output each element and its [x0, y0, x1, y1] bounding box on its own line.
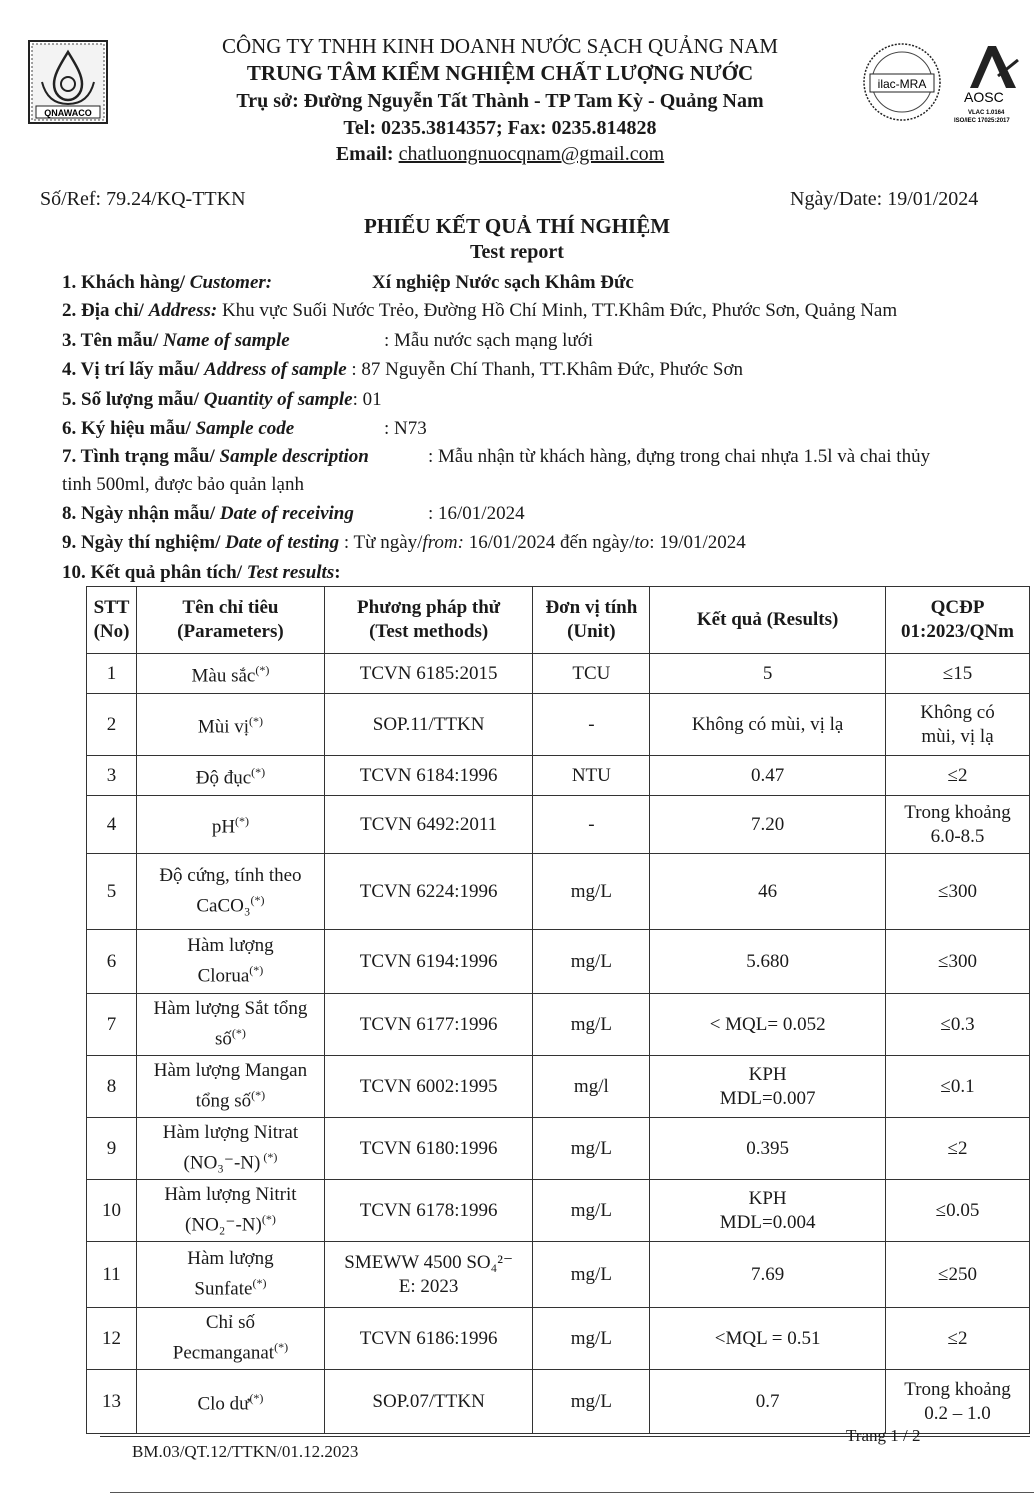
cell-result: KPH MDL=0.007 [650, 1056, 886, 1118]
cell-limit: ≤2 [886, 756, 1030, 796]
cell-unit: mg/L [533, 1308, 650, 1370]
cell-limit: Trong khoảng 0.2 – 1.0 [886, 1370, 1030, 1434]
info-customer: 1. Khách hàng/ Customer: Xí nghiệp Nước sạch Khâm Đức [62, 272, 634, 293]
table-row [87, 756, 1030, 796]
company-name: CÔNG TY TNHH KINH DOANH NƯỚC SẠCH QUẢNG NAM [221, 34, 779, 58]
receiving-date-value: : 16/01/2024 [428, 503, 525, 524]
cell-result: 5 [650, 654, 886, 694]
table-header-row [87, 587, 1030, 654]
cell-result: < MQL= 0.052 [650, 994, 886, 1056]
info-quantity: 5. Số lượng mẫu/ Quantity of sample: 01 [62, 389, 382, 410]
logo-text: QNAWACO [44, 108, 92, 118]
cell-limit: ≤0.05 [886, 1180, 1030, 1242]
cell-result: KPH MDL=0.004 [650, 1180, 886, 1242]
cell-parameter: Màu sắc(*) [137, 654, 325, 694]
cell-unit: mg/L [533, 1370, 650, 1434]
company-email-line [140, 143, 860, 166]
cell-unit: mg/L [533, 854, 650, 930]
email-label: Email: [335, 143, 399, 165]
cell-unit: mg/L [533, 994, 650, 1056]
cell-no: 10 [87, 1180, 137, 1242]
cell-method: SMEWW 4500 SO₄²⁻ E: 2023 [324, 1242, 533, 1308]
report-subtitle: Test report [470, 241, 564, 263]
cell-unit: NTU [533, 756, 650, 796]
table-row [87, 930, 1030, 994]
cell-unit: - [533, 694, 650, 756]
header-no: STT (No) [87, 587, 137, 654]
cell-no: 13 [87, 1370, 137, 1434]
cell-no: 5 [87, 854, 137, 930]
cell-limit: ≤300 [886, 930, 1030, 994]
header-result: Kết quả (Results) [650, 587, 886, 654]
header-parameter: Tên chỉ tiêu (Parameters) [137, 587, 325, 654]
cell-method: TCVN 6492:2011 [324, 796, 533, 854]
table-row [87, 1180, 1030, 1242]
cell-result: 7.20 [650, 796, 886, 854]
iso-text: ISO/IEC 17025:2017 [954, 118, 1010, 124]
customer-value: Xí nghiệp Nước sạch Khâm Đức [372, 272, 634, 293]
report-title: PHIẾU KẾT QUẢ THÍ NGHIỆM [363, 214, 671, 238]
address-value: Khu vực Suối Nước Trẻo, Đường Hồ Chí Minh, TT.Khâm Đức, Phước Sơn, Quảng Nam [217, 300, 898, 321]
cell-method: SOP.07/TTKN [324, 1370, 533, 1434]
cell-result: 5.680 [650, 930, 886, 994]
cell-limit: ≤250 [886, 1242, 1030, 1308]
cell-method: TCVN 6186:1996 [324, 1308, 533, 1370]
cell-method: TCVN 6194:1996 [324, 930, 533, 994]
table-row [87, 1370, 1030, 1434]
center-name: TRUNG TÂM KIỂM NGHIỆM CHẤT LƯỢNG NƯỚC [246, 61, 754, 85]
table-row [87, 654, 1030, 694]
table-row [87, 1118, 1030, 1180]
cell-unit: mg/L [533, 1180, 650, 1242]
cell-method: TCVN 6002:1995 [324, 1056, 533, 1118]
cell-result: 7.69 [650, 1242, 886, 1308]
cell-unit: - [533, 796, 650, 854]
cell-unit: mg/L [533, 930, 650, 994]
cell-no: 8 [87, 1056, 137, 1118]
info-sample-description: 7. Tình trạng mẫu/ Sample description : Mẫu nhận từ khách hàng, đựng trong chai nhựa 1.5l và chai thủy [62, 446, 931, 467]
sample-location-value: : 87 Nguyễn Chí Thanh, TT.Khâm Đức, Phước Sơn [346, 359, 744, 380]
cell-no: 7 [87, 994, 137, 1056]
header-method: Phương pháp thử (Test methods) [324, 587, 533, 654]
cell-unit: mg/L [533, 1118, 650, 1180]
header-standard: QCĐP 01:2023/QNm [886, 587, 1030, 654]
info-testing-date: 9. Ngày thí nghiệm/ Date of testing : Từ ngày/from: 16/01/2024 đến ngày/to: 19/01/2024 [62, 532, 746, 553]
sample-code-value: : N73 [384, 418, 427, 439]
cell-unit: TCU [533, 654, 650, 694]
vlac-text: VLAC 1.0164 [968, 110, 1005, 116]
header-unit: Đơn vị tính (Unit) [533, 587, 650, 654]
info-sample-location: 4. Vị trí lấy mẫu/ Address of sample : 87 Nguyễn Chí Thanh, TT.Khâm Đức, Phước Sơn [62, 359, 744, 380]
cell-method: TCVN 6178:1996 [324, 1180, 533, 1242]
ilac-text: ilac-MRA [877, 77, 927, 91]
cell-limit: ≤0.3 [886, 994, 1030, 1056]
cell-parameter: Hàm lượng Sunfate(*) [137, 1242, 325, 1308]
info-sample-description-cont: tinh 500ml, được bảo quản lạnh [62, 474, 304, 495]
cell-parameter: Hàm lượng Mangan tổng số(*) [137, 1056, 325, 1118]
company-phone: Tel: 0235.3814357; Fax: 0235.814828 [343, 117, 657, 139]
cell-no: 9 [87, 1118, 137, 1180]
cell-result: <MQL = 0.51 [650, 1308, 886, 1370]
cell-no: 3 [87, 756, 137, 796]
cell-method: TCVN 6224:1996 [324, 854, 533, 930]
company-logo [28, 40, 108, 124]
reference-number: Số/Ref: 79.24/KQ-TTKN [40, 188, 246, 210]
aosc-text: AOSC [964, 89, 1004, 105]
report-date: Ngày/Date: 19/01/2024 [790, 188, 979, 210]
cell-parameter: Clo dư(*) [137, 1370, 325, 1434]
cell-result: 0.7 [650, 1370, 886, 1434]
bottom-divider [110, 1492, 1034, 1493]
table-row [87, 694, 1030, 756]
cell-no: 1 [87, 654, 137, 694]
cell-parameter: Mùi vị(*) [137, 694, 325, 756]
cell-method: TCVN 6180:1996 [324, 1118, 533, 1180]
table-row [87, 854, 1030, 930]
company-address: Trụ sở: Đường Nguyễn Tất Thành - TP Tam Kỳ - Quảng Nam [236, 90, 764, 112]
cell-parameter: Hàm lượng Clorua(*) [137, 930, 325, 994]
cell-no: 11 [87, 1242, 137, 1308]
cell-limit: ≤300 [886, 854, 1030, 930]
quantity-value: : 01 [352, 389, 382, 410]
cell-method: TCVN 6184:1996 [324, 756, 533, 796]
info-results-heading: 10. Kết quả phân tích/ Test results: [62, 562, 341, 583]
cell-limit: Trong khoảng 6.0-8.5 [886, 796, 1030, 854]
cell-parameter: Độ đục(*) [137, 756, 325, 796]
cell-no: 12 [87, 1308, 137, 1370]
cell-parameter: Hàm lượng Nitrat (NO₃⁻-N) (*) [137, 1118, 325, 1180]
info-sample-name: 3. Tên mẫu/ Name of sample : Mẫu nước sạch mạng lưới [62, 330, 594, 351]
cell-parameter: Hàm lượng Sắt tổng số(*) [137, 994, 325, 1056]
cell-unit: mg/l [533, 1056, 650, 1118]
table-row [87, 994, 1030, 1056]
cell-parameter: Hàm lượng Nitrit (NO₂⁻-N)(*) [137, 1180, 325, 1242]
info-address: 2. Địa chỉ/ Address: Khu vực Suối Nước Trẻo, Đường Hồ Chí Minh, TT.Khâm Đức, Phước Sơn, Quảng Nam [62, 300, 898, 321]
cell-limit: ≤0.1 [886, 1056, 1030, 1118]
cell-no: 6 [87, 930, 137, 994]
cell-result: 0.395 [650, 1118, 886, 1180]
cell-parameter: pH(*) [137, 796, 325, 854]
cell-method: SOP.11/TTKN [324, 694, 533, 756]
cell-no: 2 [87, 694, 137, 756]
cell-result: 0.47 [650, 756, 886, 796]
sample-name-value: : Mẫu nước sạch mạng lưới [384, 330, 594, 351]
email-link[interactable]: chatluongnuocqnam@gmail.com [398, 143, 665, 165]
page-number: Trang 1 / 2 [846, 1426, 921, 1445]
info-receiving-date: 8. Ngày nhận mẫu/ Date of receiving : 16/01/2024 [62, 503, 525, 524]
cell-unit: mg/L [533, 1242, 650, 1308]
cell-parameter: Chỉ số Pecmanganat(*) [137, 1308, 325, 1370]
table-row [87, 1056, 1030, 1118]
cell-limit: ≤2 [886, 1118, 1030, 1180]
table-row [87, 796, 1030, 854]
cell-limit: ≤2 [886, 1308, 1030, 1370]
results-table [86, 586, 1030, 1434]
cell-method: TCVN 6185:2015 [324, 654, 533, 694]
cell-parameter: Độ cứng, tính theo CaCO₃(*) [137, 854, 325, 930]
cell-limit: Không có mùi, vị lạ [886, 694, 1030, 756]
cell-result: Không có mùi, vị lạ [650, 694, 886, 756]
info-sample-code: 6. Ký hiệu mẫu/ Sample code : N73 [62, 418, 427, 439]
cell-no: 4 [87, 796, 137, 854]
table-row [87, 1308, 1030, 1370]
table-row [87, 1242, 1030, 1308]
sample-description-value: : Mẫu nhận từ khách hàng, đựng trong chai nhựa 1.5l và chai thủy [428, 446, 931, 467]
accreditation-logos [860, 40, 1024, 132]
cell-method: TCVN 6177:1996 [324, 994, 533, 1056]
cell-result: 46 [650, 854, 886, 930]
cell-limit: ≤15 [886, 654, 1030, 694]
form-code: BM.03/QT.12/TTKN/01.12.2023 [132, 1442, 359, 1461]
